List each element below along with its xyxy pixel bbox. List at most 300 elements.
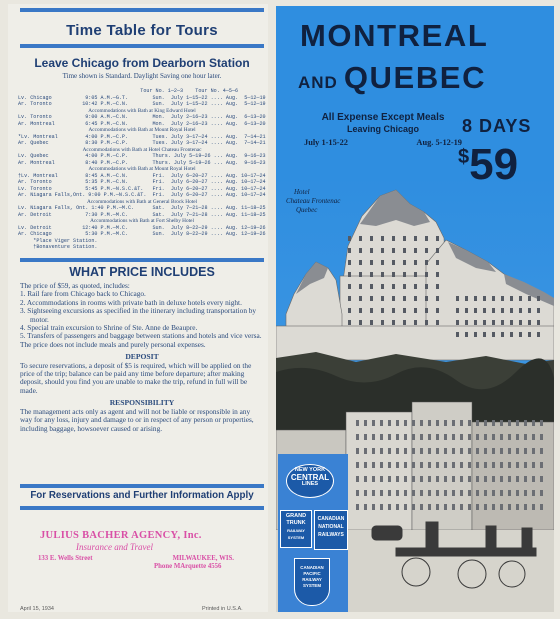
window — [444, 434, 447, 440]
canadian-pacific-logo — [294, 558, 330, 606]
window — [403, 296, 406, 301]
window — [364, 434, 367, 440]
window — [414, 272, 417, 277]
window — [396, 420, 399, 426]
window — [436, 248, 439, 253]
leaving-line: Leaving Chicago — [346, 124, 419, 134]
window — [540, 462, 543, 468]
window — [388, 434, 391, 440]
window — [460, 434, 463, 440]
leave-title: Leave Chicago from Dearborn Station — [34, 56, 250, 70]
window — [436, 308, 439, 313]
window — [359, 308, 362, 313]
window — [476, 434, 479, 440]
window — [456, 320, 459, 325]
window — [380, 504, 383, 510]
window — [484, 434, 487, 440]
window — [516, 448, 519, 454]
window — [528, 320, 531, 325]
tour-price — [458, 140, 518, 190]
window — [510, 320, 513, 325]
window — [359, 236, 362, 241]
agency-city: MILWAUKEE, WIS. — [172, 555, 234, 562]
cp-text: CANADIAN — [300, 565, 324, 570]
window — [436, 284, 439, 289]
window — [436, 476, 439, 482]
window — [516, 504, 519, 510]
window — [456, 308, 459, 313]
window — [492, 320, 495, 325]
window — [444, 420, 447, 426]
window — [412, 476, 415, 482]
gt-text: SYSTEM — [287, 535, 305, 540]
window — [484, 504, 487, 510]
agency-name: JULIUS BACHER AGENCY, Inc. — [40, 530, 202, 541]
window — [364, 490, 367, 496]
nyc-lines-logo — [286, 464, 334, 498]
window — [468, 420, 471, 426]
window — [492, 296, 495, 301]
deposit-heading: DEPOSIT — [125, 352, 159, 362]
agency-subtitle: Insurance and Travel — [76, 542, 153, 552]
window — [510, 308, 513, 313]
window — [348, 236, 351, 241]
window — [436, 504, 439, 510]
window — [359, 248, 362, 253]
window — [404, 490, 407, 496]
window — [396, 462, 399, 468]
timetable-title: Time Table for Tours — [66, 22, 218, 39]
window — [428, 462, 431, 468]
window — [404, 504, 407, 510]
window — [460, 476, 463, 482]
window — [465, 308, 468, 313]
window — [414, 260, 417, 265]
window — [436, 490, 439, 496]
cn-text: NATIONAL — [318, 524, 344, 530]
window — [420, 504, 423, 510]
window — [412, 420, 415, 426]
window — [364, 476, 367, 482]
window — [532, 448, 535, 454]
window — [425, 236, 428, 241]
window — [359, 284, 362, 289]
reservations-heading: For Reservations and Further Information Apply — [30, 490, 254, 501]
accommodation-note: Accommodations with Bath at Hotel Chateau Frontenac — [82, 146, 202, 153]
price-details — [20, 282, 264, 433]
title-line-2 — [298, 60, 486, 96]
window — [414, 236, 417, 241]
window — [403, 236, 406, 241]
window — [425, 296, 428, 301]
not-include-note: The price does not include meals and purely personal expenses. — [20, 339, 206, 349]
window — [392, 260, 395, 265]
window — [519, 332, 522, 337]
window — [508, 490, 511, 496]
window — [500, 434, 503, 440]
window — [348, 320, 351, 325]
window — [510, 296, 513, 301]
window — [370, 248, 373, 253]
window — [356, 462, 359, 468]
window — [452, 490, 455, 496]
window — [468, 476, 471, 482]
window — [372, 434, 375, 440]
window — [524, 476, 527, 482]
title-quebec: QUEBEC — [343, 60, 487, 95]
window — [396, 504, 399, 510]
window — [474, 332, 477, 337]
window — [476, 476, 479, 482]
window — [537, 296, 540, 301]
window — [501, 308, 504, 313]
canadian-national-logo — [314, 510, 348, 550]
window — [359, 296, 362, 301]
expense-line: All Expense Except Meals — [321, 112, 445, 123]
window — [348, 284, 351, 289]
window — [380, 462, 383, 468]
window — [532, 504, 535, 510]
window — [364, 420, 367, 426]
schedule-row: *Place Viger Station. — [18, 237, 98, 244]
schedule-row: Lv. Toronto 9:00 A.M.—C.N. Mon. July 2—16—23 .... Aug. 6—13—20 — [18, 114, 266, 120]
window — [474, 296, 477, 301]
window — [510, 332, 513, 337]
cover-panel — [276, 6, 554, 612]
cp-text: SYSTEM — [302, 583, 322, 588]
window — [420, 476, 423, 482]
window — [501, 332, 504, 337]
window — [528, 332, 531, 337]
cn-text: CANADIAN — [317, 516, 345, 522]
window — [414, 320, 417, 325]
window — [381, 320, 384, 325]
include-item: 3. Sightseeing excursions as specified in the itinerary including transportation by motor. — [20, 306, 257, 324]
window — [516, 490, 519, 496]
window — [484, 490, 487, 496]
reservation-rule-bottom — [20, 506, 264, 510]
window — [537, 332, 540, 337]
window — [501, 320, 504, 325]
window — [396, 434, 399, 440]
window — [420, 434, 423, 440]
schedule-row: *Lv. Montreal 4:00 P.M.—C.P. Tues. July 3—17—24 .... Aug. 7—14—21 — [18, 133, 266, 140]
price-rule — [20, 258, 264, 262]
nyc-text: LINES — [301, 481, 319, 487]
hotel-caption-line: Quebec — [296, 206, 318, 214]
window — [381, 272, 384, 277]
schedule-row: Ar. Toronto 10:42 P.M.—C.N. Sun. July 1—15—22 .... Aug. 5—12—19 — [18, 101, 266, 107]
window — [425, 260, 428, 265]
window — [403, 272, 406, 277]
window — [508, 504, 511, 510]
window — [524, 420, 527, 426]
schedule-row: Ar. Toronto 5:35 P.M.—C.N. Fri. July 6—20—27 .... Aug. 10—17—24 — [18, 179, 266, 185]
window — [492, 332, 495, 337]
window — [500, 448, 503, 454]
window — [364, 462, 367, 468]
window — [483, 296, 486, 301]
window — [484, 420, 487, 426]
schedule-row: Ar. Niagara Falls,Ont. 9:00 P.M.—N.S.C.&T. Fri. July 6—20—27 .... Aug. 10—17—24 — [18, 192, 266, 198]
window — [528, 296, 531, 301]
schedule-row: †Bonaventure Station. — [18, 244, 98, 250]
include-item: 5. Transfers of passengers and baggage between stations and hotels and vice versa. — [20, 331, 262, 341]
window — [392, 284, 395, 289]
window — [412, 504, 415, 510]
window — [508, 476, 511, 482]
window — [452, 476, 455, 482]
window — [428, 448, 431, 454]
window — [388, 476, 391, 482]
window — [392, 248, 395, 253]
window — [540, 434, 543, 440]
window — [452, 434, 455, 440]
window — [428, 476, 431, 482]
window — [492, 448, 495, 454]
window — [492, 504, 495, 510]
window — [359, 272, 362, 277]
print-date: April 15, 1934 — [20, 606, 54, 612]
window — [380, 448, 383, 454]
window — [403, 248, 406, 253]
gt-text: TRUNK — [286, 520, 306, 526]
window — [519, 308, 522, 313]
schedule-row: †Lv. Montreal 8:45 A.M.—C.N. Fri. July 6—20—27 .... Aug. 10—17—24 — [18, 172, 266, 179]
schedule-row: Lv. Quebec 4:00 P.M.—C.P. Thurs. July 5—19—26 ... Aug. 9—16—23 — [18, 153, 266, 159]
window — [468, 434, 471, 440]
left-panel — [8, 4, 268, 612]
window — [516, 476, 519, 482]
window — [456, 332, 459, 337]
window — [420, 420, 423, 426]
window — [425, 248, 428, 253]
window — [372, 490, 375, 496]
window — [388, 490, 391, 496]
window — [516, 462, 519, 468]
window — [428, 434, 431, 440]
window — [476, 504, 479, 510]
schedule-row: Ar. Quebec 8:30 P.M.—C.P. Tues. July 3—17—24 .... Aug. 7—14—21 — [18, 140, 266, 146]
window — [436, 296, 439, 301]
deposit-text: To secure reservations, a deposit of $5 is required, which will be applied on the price of the trip; balance can be paid any time before departure; after making deposit, should you find you are unable to make the trip, refund in full will be made. — [20, 360, 252, 395]
window — [460, 462, 463, 468]
window — [414, 296, 417, 301]
window — [476, 420, 479, 426]
agency-block — [24, 530, 264, 570]
expense-block — [298, 112, 468, 147]
window — [483, 308, 486, 313]
window — [348, 308, 351, 313]
window — [460, 504, 463, 510]
window — [436, 272, 439, 277]
window — [524, 490, 527, 496]
window — [359, 320, 362, 325]
nyc-text: CENTRAL — [290, 473, 330, 482]
window — [372, 476, 375, 482]
window — [356, 490, 359, 496]
window — [425, 272, 428, 277]
window — [452, 504, 455, 510]
window — [392, 308, 395, 313]
standard-time-note: Time shown is Standard. Daylight Saving one hour later. — [62, 72, 222, 80]
window — [537, 308, 540, 313]
window — [380, 490, 383, 496]
cp-text: RAILWAY — [302, 577, 322, 582]
window — [348, 260, 351, 265]
window — [501, 296, 504, 301]
window — [484, 448, 487, 454]
window — [436, 260, 439, 265]
window — [381, 284, 384, 289]
window — [516, 434, 519, 440]
window — [508, 462, 511, 468]
window — [484, 476, 487, 482]
window — [532, 476, 535, 482]
cp-text: PACIFIC — [303, 571, 321, 576]
window — [396, 490, 399, 496]
window — [404, 462, 407, 468]
what-price-title: WHAT PRICE INCLUDES — [69, 265, 215, 279]
nyc-text: NEW YORK — [294, 467, 326, 473]
schedule-row: Lv. Toronto 5:45 P.M.—N.S.C.&T. Fri. July 6—20—27 .... Aug. 10—17—24 — [18, 185, 266, 192]
title-and: AND — [298, 73, 338, 92]
schedule-row: Lv. Niagara Falls, Ont. 1:40 P.M.—M.C. Sat. July 7—21—28 .... Aug. 11—18—25 — [18, 205, 266, 211]
window — [468, 462, 471, 468]
window — [460, 420, 463, 426]
window — [460, 490, 463, 496]
window — [540, 490, 543, 496]
window — [392, 236, 395, 241]
window — [396, 448, 399, 454]
window — [484, 462, 487, 468]
schedule-row: Tour No. 1—2—3 Tour No. 4—5—6 — [18, 88, 239, 94]
window — [444, 490, 447, 496]
window — [370, 260, 373, 265]
window — [412, 434, 415, 440]
top-rule — [20, 8, 264, 12]
window — [500, 504, 503, 510]
window — [404, 434, 407, 440]
dollar-sign: $ — [458, 146, 470, 168]
window — [370, 272, 373, 277]
window — [414, 308, 417, 313]
window — [404, 448, 407, 454]
title-rule — [20, 44, 264, 48]
window — [492, 308, 495, 313]
window — [356, 420, 359, 426]
cn-text: RAILWAYS — [318, 532, 344, 538]
window — [425, 320, 428, 325]
grand-trunk-logo — [280, 510, 312, 548]
window — [370, 308, 373, 313]
window — [532, 490, 535, 496]
window — [420, 490, 423, 496]
window — [516, 420, 519, 426]
window — [476, 462, 479, 468]
window — [364, 448, 367, 454]
gt-text: GRAND — [285, 513, 307, 519]
window — [412, 490, 415, 496]
tour-dates — [298, 138, 468, 147]
window — [348, 296, 351, 301]
window — [404, 420, 407, 426]
window — [532, 420, 535, 426]
window — [492, 490, 495, 496]
window — [414, 284, 417, 289]
price-value: 59 — [469, 140, 519, 189]
window — [428, 420, 431, 426]
window — [428, 490, 431, 496]
schedule-row: Ar. Montreal 8:40 P.M.—C.P. Thurs. July 5—19—26 ... Aug. 9—16—23 — [18, 159, 266, 166]
include-item: 2. Accommodations in rooms with private bath in deluxe hotels every night. — [20, 297, 242, 307]
agency-phone: Phone MArquette 4556 — [154, 563, 222, 570]
window — [444, 504, 447, 510]
window — [381, 236, 384, 241]
window — [465, 320, 468, 325]
window — [492, 434, 495, 440]
window — [468, 490, 471, 496]
window — [348, 272, 351, 277]
window — [356, 434, 359, 440]
price-intro: The price of $59, as quoted, includes: — [20, 281, 130, 290]
window — [444, 462, 447, 468]
window — [519, 296, 522, 301]
window — [492, 476, 495, 482]
accommodation-note: Accommodations with Bath at Fort Shelby Hotel — [90, 218, 194, 224]
window — [388, 420, 391, 426]
window — [537, 320, 540, 325]
window — [388, 504, 391, 510]
window — [348, 248, 351, 253]
window — [372, 504, 375, 510]
window — [508, 448, 511, 454]
printed-in: Printed in U.S.A. — [202, 606, 243, 612]
window — [436, 434, 439, 440]
schedule-row: Ar. Detroit 7:30 P.M.—M.C. Sat. July 7—21—28 .... Aug. 11—18—25 — [18, 211, 266, 218]
include-item: 1. Rail fare from Chicago back to Chicago. — [20, 289, 146, 299]
window — [474, 320, 477, 325]
dates-july: July 1-15-22 — [304, 138, 348, 147]
window — [403, 308, 406, 313]
window — [388, 448, 391, 454]
window — [372, 448, 375, 454]
window — [380, 476, 383, 482]
responsibility-heading: RESPONSIBILITY — [109, 398, 175, 408]
window — [404, 476, 407, 482]
schedule-row: Ar. Montreal 6:45 P.M.—C.N. Mon. July 2—16—23 .... Aug. 6—13—20 — [18, 120, 266, 127]
window — [436, 448, 439, 454]
window — [392, 272, 395, 277]
window — [476, 490, 479, 496]
window — [500, 476, 503, 482]
window — [428, 504, 431, 510]
window — [403, 320, 406, 325]
schedule-table — [18, 88, 266, 251]
accommodation-note: Accommodations with Bath at Mount Royal Hotel — [88, 166, 196, 172]
dates-august: Aug. 5-12-19 — [416, 138, 462, 147]
window — [452, 448, 455, 454]
window — [452, 420, 455, 426]
accommodation-note: Accommodations with Bath at Mount Royal Hotel — [88, 127, 196, 133]
window — [414, 248, 417, 253]
window — [372, 420, 375, 426]
window — [436, 420, 439, 426]
window — [500, 490, 503, 496]
window — [532, 462, 535, 468]
include-item: 4. Special train excursion to Shrine of Ste. Anne de Beaupre. — [20, 323, 198, 333]
window — [396, 476, 399, 482]
